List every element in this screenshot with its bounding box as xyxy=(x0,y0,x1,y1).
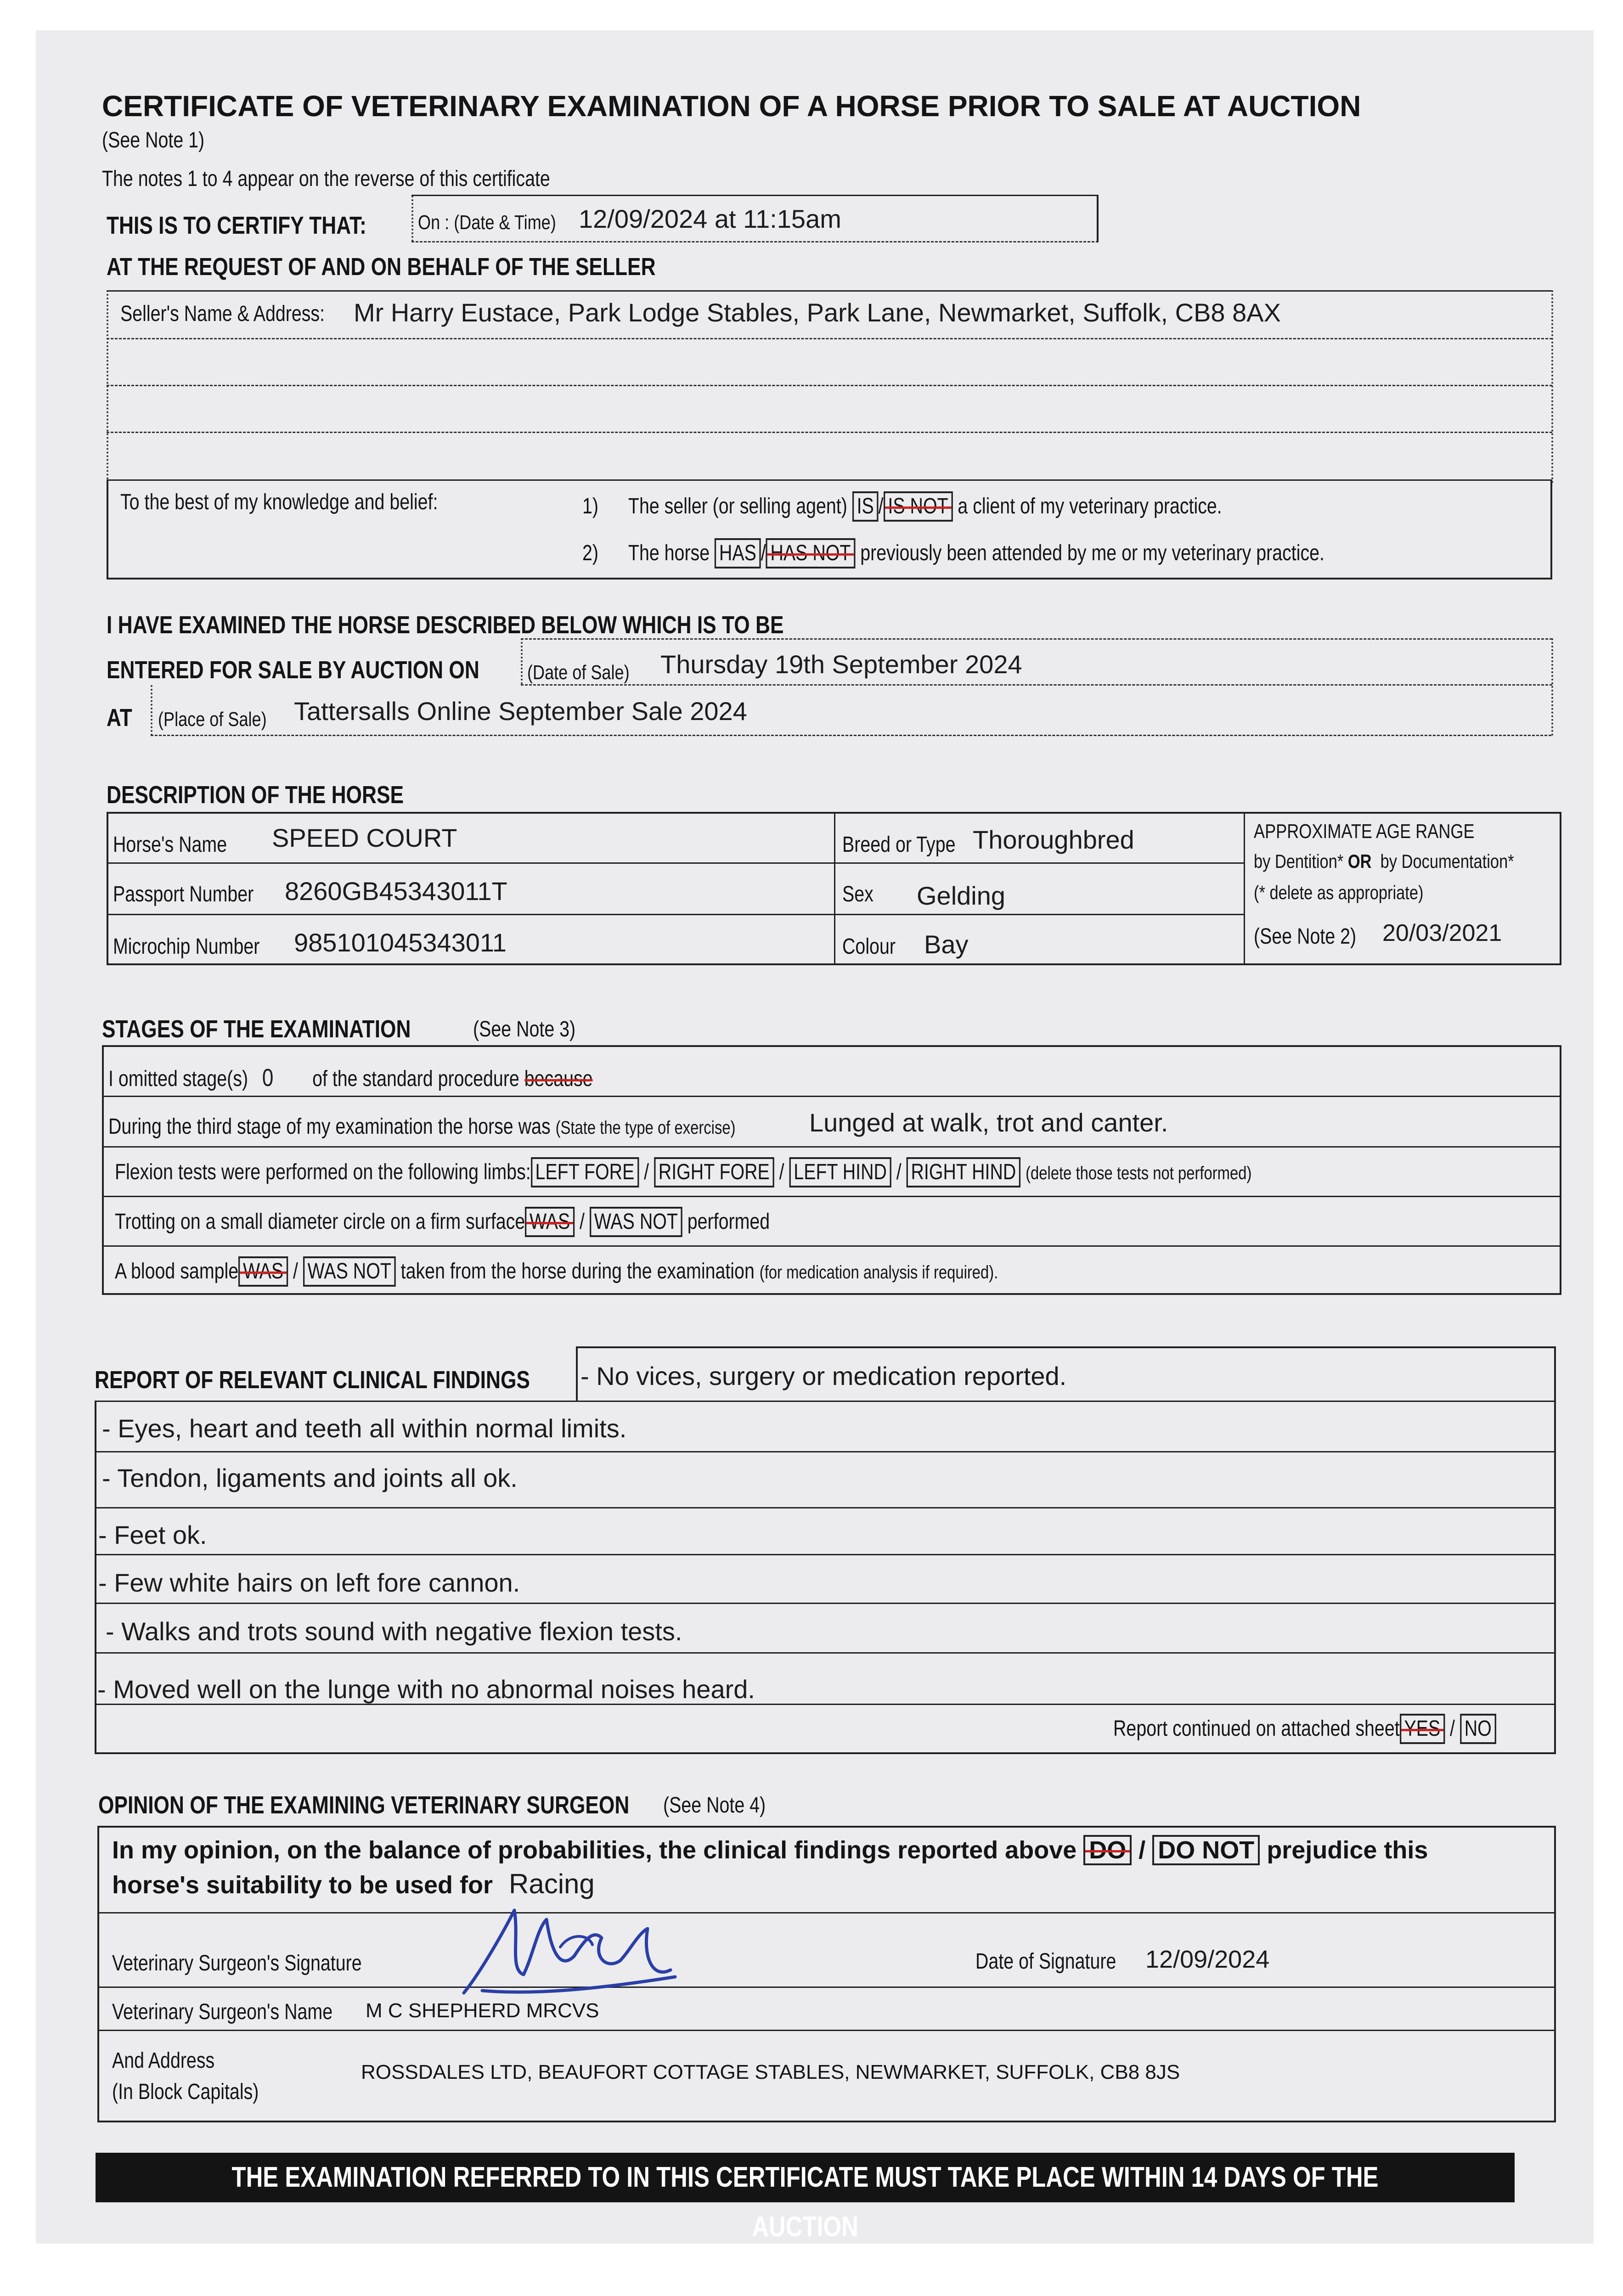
continued-no[interactable]: NO xyxy=(1460,1714,1496,1744)
finding-1: - No vices, surgery or medication reported. xyxy=(580,1362,1067,1390)
limb-right-hind[interactable]: RIGHT HIND xyxy=(907,1157,1021,1187)
blood-was[interactable]: WAS xyxy=(238,1256,288,1287)
seller-label: Seller's Name & Address: xyxy=(120,302,325,326)
colour-label: Colour xyxy=(842,934,896,959)
option-is[interactable]: IS xyxy=(852,491,879,522)
blood-row: A blood sample WAS / WAS NOT taken from the horse during the examination (for medication analysis if required). xyxy=(115,1256,998,1287)
address-label-a: And Address xyxy=(112,2048,215,2073)
knowledge-label: To the best of my knowledge and belief: xyxy=(120,490,438,514)
omitted-because: because xyxy=(524,1067,593,1091)
trotting-was-not[interactable]: WAS NOT xyxy=(590,1207,682,1237)
stages-note: (See Note 3) xyxy=(473,1017,576,1041)
blood-was-not[interactable]: WAS NOT xyxy=(303,1256,396,1287)
opinion-label: OPINION OF THE EXAMINING VETERINARY SURGEON xyxy=(98,1791,630,1819)
opinion-note: (See Note 4) xyxy=(663,1793,766,1818)
microchip-label: Microchip Number xyxy=(113,934,260,959)
entered-label: ENTERED FOR SALE BY AUCTION ON xyxy=(107,656,479,684)
omitted-row: I omitted stage(s) 0 of the standard procedure because xyxy=(108,1064,593,1092)
opinion-do-not[interactable]: DO NOT xyxy=(1152,1835,1260,1865)
finding-4: - Feet ok. xyxy=(98,1520,207,1549)
title-note: (See Note 1) xyxy=(102,128,205,152)
seller-value: Mr Harry Eustace, Park Lodge Stables, Park Lane, Newmarket, Suffolk, CB8 8AX xyxy=(354,298,1281,327)
passport-label: Passport Number xyxy=(113,882,254,906)
date-of-sale-label: (Date of Sale) xyxy=(527,661,630,684)
certificate-title: CERTIFICATE OF VETERINARY EXAMINATION OF A HORSE PRIOR TO SALE AT AUCTION xyxy=(102,90,1361,123)
third-stage-row: During the third stage of my examination the horse was (State the type of exercise) xyxy=(108,1114,736,1139)
age-note: (See Note 2) xyxy=(1254,924,1357,949)
vet-name-value: M C SHEPHERD MRCVS xyxy=(366,1999,599,2022)
opinion-line-2: horse's suitability to be used for Racing xyxy=(112,1868,595,1899)
finding-6: - Walks and trots sound with negative flexion tests. xyxy=(106,1617,682,1646)
age-label: APPROXIMATE AGE RANGE xyxy=(1254,820,1475,843)
continued-row: Report continued on attached sheet YES / NO xyxy=(1113,1714,1496,1744)
knowledge-2: 2) The horse HAS / HAS NOT previously been attended by me or my veterinary practice. xyxy=(582,538,1324,568)
finding-3: - Tendon, ligaments and joints all ok. xyxy=(102,1463,518,1492)
age-by: by Dentition* OR by Documentation* xyxy=(1254,850,1514,872)
finding-2: - Eyes, heart and teeth all within normal limits. xyxy=(102,1414,627,1443)
address-value: ROSSDALES LTD, BEAUFORT COTTAGE STABLES, NEWMARKET, SUFFOLK, CB8 8JS xyxy=(361,2061,1180,2083)
option-is-not[interactable]: IS NOT xyxy=(884,491,953,522)
finding-5: - Few white hairs on left fore cannon. xyxy=(98,1568,520,1597)
certify-label: THIS IS TO CERTIFY THAT: xyxy=(107,212,366,239)
continued-yes[interactable]: YES xyxy=(1400,1714,1445,1744)
option-has-not[interactable]: HAS NOT xyxy=(766,538,856,568)
age-value: 20/03/2021 xyxy=(1382,920,1502,946)
trotting-row: Trotting on a small diameter circle on a firm surface WAS / WAS NOT performed xyxy=(115,1207,770,1237)
on-label: On : (Date & Time) xyxy=(418,211,556,234)
notes-intro: The notes 1 to 4 appear on the reverse of this certificate xyxy=(102,167,550,191)
microchip-value: 985101045343011 xyxy=(294,928,507,957)
flexion-row: Flexion tests were performed on the following limbs: LEFT FORE / RIGHT FORE / LEFT HIND / RIGHT HIND (delete those tests not performed) xyxy=(115,1157,1251,1187)
request-label: AT THE REQUEST OF AND ON BEHALF OF THE SELLER xyxy=(107,253,656,281)
horse-name-label: Horse's Name xyxy=(113,833,227,857)
examined-label: I HAVE EXAMINED THE HORSE DESCRIBED BELOW WHICH IS TO BE xyxy=(107,611,784,639)
signature-label: Veterinary Surgeon's Signature xyxy=(112,1951,362,1975)
signature-date-value: 12/09/2024 xyxy=(1145,1946,1270,1973)
signature-date-label: Date of Signature xyxy=(975,1949,1116,1974)
place-label: (Place of Sale) xyxy=(158,708,267,731)
report-label: REPORT OF RELEVANT CLINICAL FINDINGS xyxy=(95,1366,530,1394)
stages-heading: STAGES OF THE EXAMINATION xyxy=(102,1015,411,1043)
description-label: DESCRIPTION OF THE HORSE xyxy=(107,781,404,809)
at-label: AT xyxy=(107,704,132,732)
trotting-was[interactable]: WAS xyxy=(525,1207,575,1237)
limb-right-fore[interactable]: RIGHT FORE xyxy=(654,1157,774,1187)
breed-label: Breed or Type xyxy=(842,833,956,857)
opinion-line-1: In my opinion, on the balance of probabilities, the clinical findings reported above DO / DO NOT prejudice this xyxy=(112,1835,1428,1865)
finding-7: - Moved well on the lunge with no abnormal noises heard. xyxy=(97,1675,755,1704)
signature-image xyxy=(455,1901,693,2007)
address-label-b: (In Block Capitals) xyxy=(112,2080,259,2104)
sex-label: Sex xyxy=(842,882,873,906)
knowledge-1: 1) The seller (or selling agent) IS / IS NOT a client of my veterinary practice. xyxy=(582,491,1222,522)
colour-value: Bay xyxy=(924,930,969,959)
breed-value: Thoroughbred xyxy=(973,825,1134,854)
limb-left-hind[interactable]: LEFT HIND xyxy=(789,1157,891,1187)
sex-value: Gelding xyxy=(917,881,1006,910)
third-stage-value: Lunged at walk, trot and canter. xyxy=(809,1108,1168,1137)
opinion-value: Racing xyxy=(509,1868,595,1899)
footer-banner: THE EXAMINATION REFERRED TO IN THIS CERTIFICATE MUST TAKE PLACE WITHIN 14 DAYS OF THE AUCTION xyxy=(96,2153,1515,2202)
vet-name-label: Veterinary Surgeon's Name xyxy=(112,2000,333,2024)
place-value: Tattersalls Online September Sale 2024 xyxy=(294,697,747,726)
age-delete-note: (* delete as appropriate) xyxy=(1254,882,1424,903)
opinion-do[interactable]: DO xyxy=(1083,1835,1132,1865)
passport-value: 8260GB45343011T xyxy=(285,877,507,906)
horse-name-value: SPEED COURT xyxy=(272,823,457,852)
limb-left-fore[interactable]: LEFT FORE xyxy=(531,1157,639,1187)
option-has[interactable]: HAS xyxy=(715,538,761,568)
date-of-sale-value: Thursday 19th September 2024 xyxy=(660,650,1022,679)
on-value: 12/09/2024 at 11:15am xyxy=(579,204,841,233)
